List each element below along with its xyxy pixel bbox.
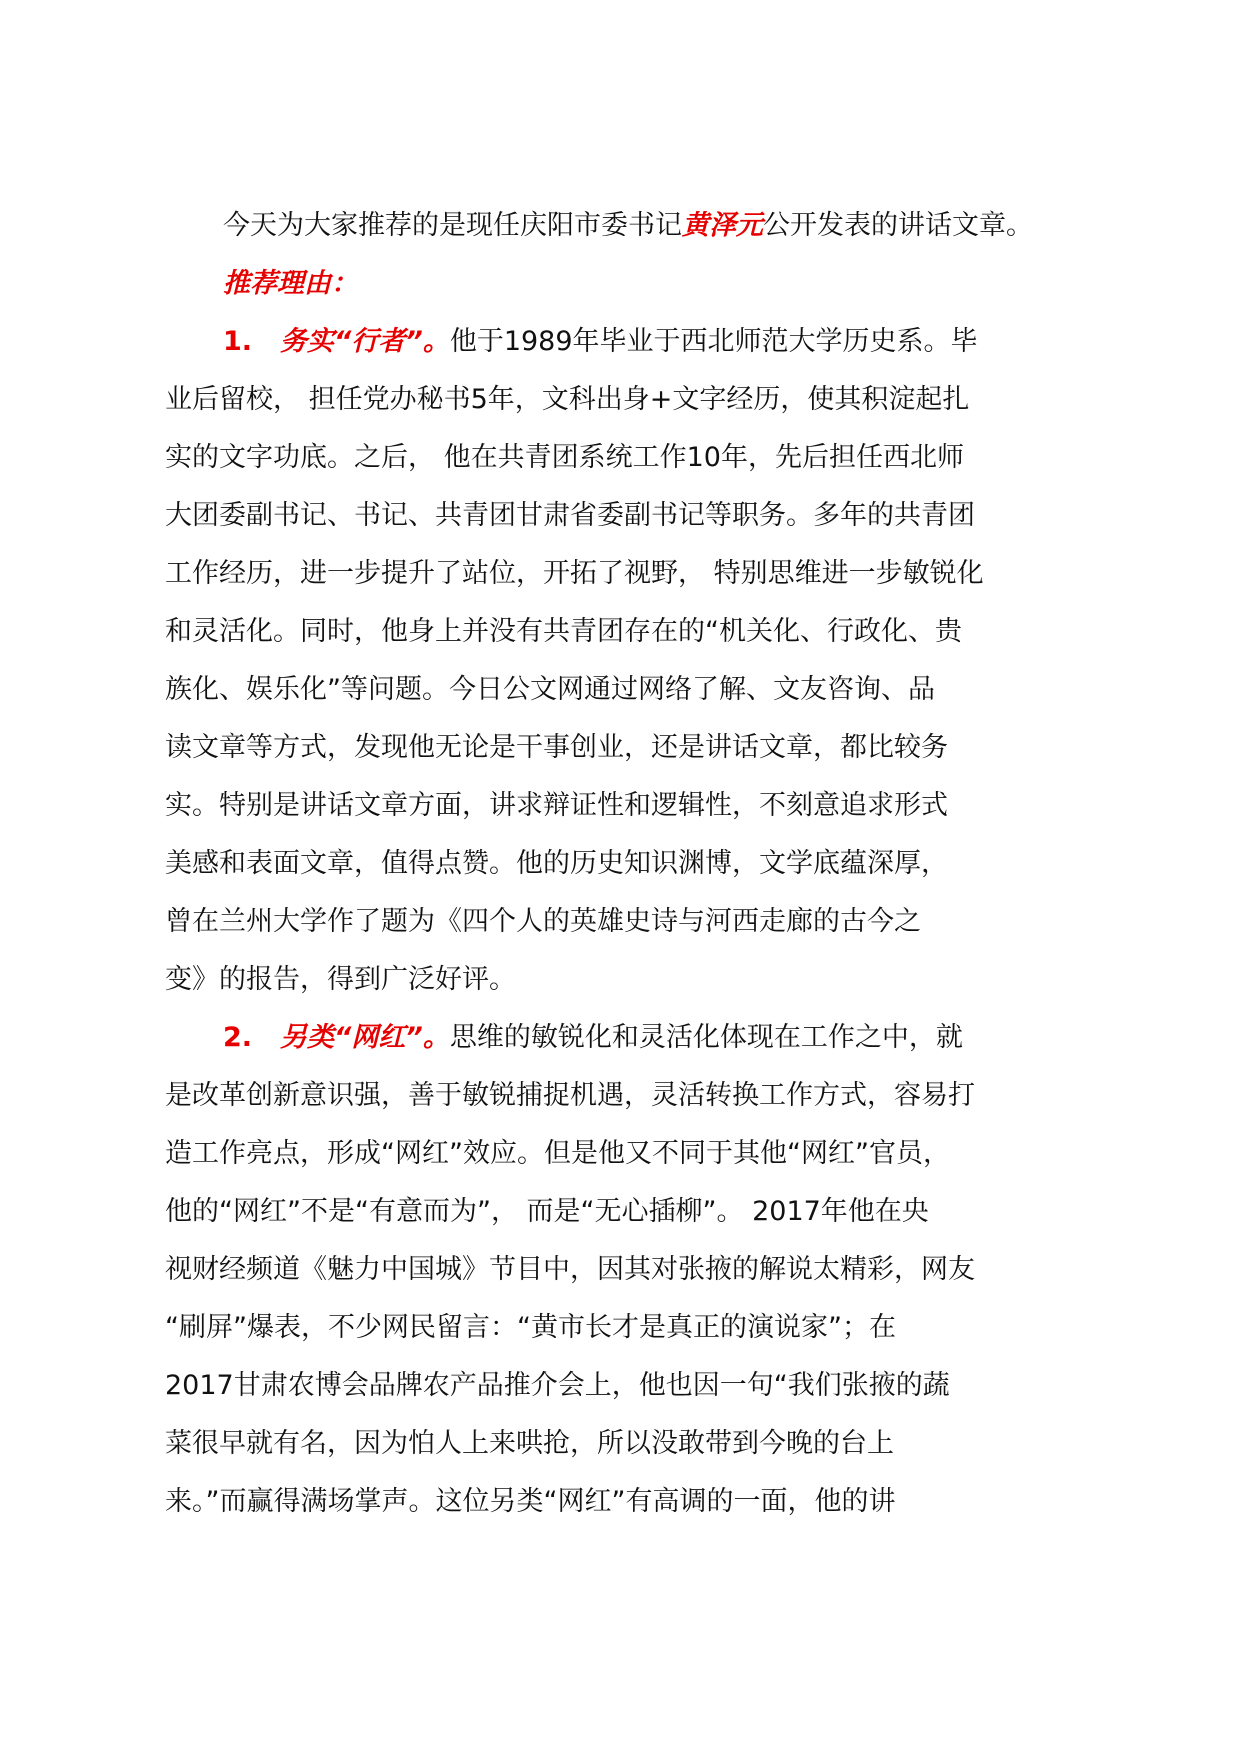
section-1-line: 大团委副书记、书记、共青团甘肃省委副书记等职务。多年的共青团 [165,500,975,531]
section-1-number: 1. [223,326,253,357]
reason-heading-text: 推荐理由： [223,268,358,299]
section-2-line: 他的“网红”不是“有意而为”， 而是“无心插柳”。 2017年他在央 [165,1196,929,1227]
section-2-first-line: 思维的敏锐化和灵活化体现在工作之中，就 [449,1022,963,1053]
section-1-line: 变》的报告，得到广泛好评。 [165,964,516,995]
section-2-line: “刷屏”爆表，不少网民留言：“黄市长才是真正的演说家”；在 [165,1312,896,1343]
section-1-line: 实。特别是讲话文章方面，讲求辩证性和逻辑性，不刻意追求形式 [165,790,948,821]
article-body [165,197,1095,1531]
section-1-line: 实的文字功底。之后， 他在共青团系统工作10年，先后担任西北师 [165,442,964,473]
section-1-line: 曾在兰州大学作了题为《四个人的英雄史诗与河西走廊的古今之 [165,906,921,937]
section-1-title: 务实“行者”。 [280,326,450,357]
section-2-title: 另类“网红”。 [280,1022,450,1053]
section-2-line: 2017甘肃农博会品牌农产品推介会上，他也因一句“我们张掖的蔬 [165,1370,950,1401]
reason-heading [165,255,1095,313]
section-2-line: 造工作亮点，形成“网红”效应。但是他又不同于其他“网红”官员， [165,1138,950,1169]
section-2-line: 是改革创新意识强，善于敏锐捕捉机遇，灵活转换工作方式，容易打 [165,1080,975,1111]
intro-text-after: 公开发表的讲话文章。 [763,210,1033,241]
section-2-line: 来。”而赢得满场掌声。这位另类“网红”有高调的一面，他的讲 [165,1486,896,1517]
section-1-line: 业后留校， 担任党办秘书5年，文科出身+文字经历，使其积淀起扎 [165,384,970,415]
section-1-line: 美感和表面文章，值得点赞。他的历史知识渊博，文学底蕴深厚， [165,848,948,879]
intro-text-before: 今天为大家推荐的是现任庆阳市委书记 [223,210,682,241]
section-1-first-line: 他于1989年毕业于西北师范大学历史系。毕 [449,326,978,357]
section-1-line: 族化、娱乐化”等问题。今日公文网通过网络了解、文友咨询、品 [165,674,935,705]
section-1-line: 读文章等方式，发现他无论是干事创业，还是讲话文章，都比较务 [165,732,948,763]
section-1-heading-line [165,313,1095,371]
section-2-line: 视财经频道《魅力中国城》节目中，因其对张掖的解说太精彩，网友 [165,1254,975,1285]
section-2-number: 2. [223,1022,253,1053]
section-1-line: 和灵活化。同时，他身上并没有共青团存在的“机关化、行政化、贵 [165,616,962,647]
intro-paragraph [165,197,1095,255]
section-2-heading-line [165,1009,1095,1067]
section-2-line: 菜很早就有名，因为怕人上来哄抢，所以没敢带到今晚的台上 [165,1428,894,1459]
section-1-line: 工作经历，进一步提升了站位，开拓了视野， 特别思维进一步敏锐化 [165,558,984,589]
official-name: 黄泽元 [682,210,763,241]
